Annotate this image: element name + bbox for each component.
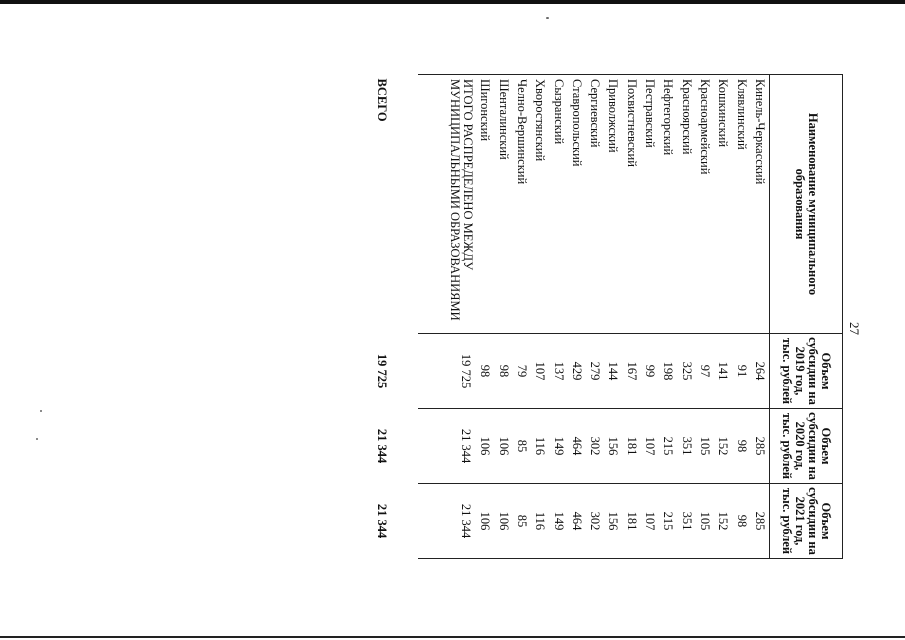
table-row bbox=[623, 75, 641, 559]
municipality-name: Кошкинский bbox=[714, 75, 732, 334]
municipality-name: Кинель-Черкасский bbox=[751, 75, 770, 334]
table-row bbox=[513, 75, 531, 559]
value-2020: 105 bbox=[696, 409, 714, 484]
municipality-name: Шигонский bbox=[476, 75, 494, 334]
spacer-row bbox=[392, 75, 418, 559]
table-body bbox=[372, 75, 769, 559]
value-2021: 107 bbox=[641, 484, 659, 559]
itog-2020: 21 344 bbox=[418, 409, 476, 484]
table-row bbox=[659, 75, 677, 559]
value-2020: 351 bbox=[678, 409, 696, 484]
value-2019: 79 bbox=[513, 334, 531, 409]
value-2019: 98 bbox=[495, 334, 513, 409]
value-2021: 351 bbox=[678, 484, 696, 559]
value-2019: 137 bbox=[549, 334, 567, 409]
value-2020: 152 bbox=[714, 409, 732, 484]
subsidy-table bbox=[372, 74, 843, 559]
value-2019: 198 bbox=[659, 334, 677, 409]
value-2020: 464 bbox=[568, 409, 586, 484]
value-2021: 152 bbox=[714, 484, 732, 559]
value-2021: 181 bbox=[623, 484, 641, 559]
header-name: Наименование муниципального образования bbox=[770, 75, 843, 334]
table-row bbox=[732, 75, 750, 559]
table-row bbox=[604, 75, 622, 559]
total-2020: 21 344 bbox=[375, 428, 390, 464]
table-row bbox=[495, 75, 513, 559]
header-2019: Объем субсидии на 2019 год, тыс. рублей bbox=[770, 334, 843, 409]
municipality-name: Пестравский bbox=[641, 75, 659, 334]
municipality-name: Клявлинский bbox=[732, 75, 750, 334]
value-2021: 464 bbox=[568, 484, 586, 559]
value-2020: 181 bbox=[623, 409, 641, 484]
table-row bbox=[678, 75, 696, 559]
value-2019: 99 bbox=[641, 334, 659, 409]
municipality-name: Ставропольский bbox=[568, 75, 586, 334]
value-2021: 98 bbox=[732, 484, 750, 559]
value-2019: 97 bbox=[696, 334, 714, 409]
value-2021: 85 bbox=[513, 484, 531, 559]
value-2021: 106 bbox=[476, 484, 494, 559]
municipality-name: Красноярский bbox=[678, 75, 696, 334]
value-2021: 285 bbox=[751, 484, 770, 559]
table-row bbox=[586, 75, 604, 559]
value-2019: 429 bbox=[568, 334, 586, 409]
itog-2019: 19 725 bbox=[418, 334, 476, 409]
table-row bbox=[714, 75, 732, 559]
value-2019: 264 bbox=[751, 334, 770, 409]
itog-row bbox=[418, 75, 476, 559]
municipality-name: Хворостянский bbox=[531, 75, 549, 334]
municipality-name: Шенталинский bbox=[495, 75, 513, 334]
table-row bbox=[751, 75, 770, 559]
municipality-name: Нефтегорский bbox=[659, 75, 677, 334]
value-2021: 302 bbox=[586, 484, 604, 559]
header-2020: Объем субсидии на 2020 год, тыс. рублей bbox=[770, 409, 843, 484]
value-2021: 215 bbox=[659, 484, 677, 559]
municipality-name: Похвистневский bbox=[623, 75, 641, 334]
value-2021: 106 bbox=[495, 484, 513, 559]
table-header-row bbox=[770, 75, 843, 559]
value-2019: 279 bbox=[586, 334, 604, 409]
value-2020: 116 bbox=[531, 409, 549, 484]
itog-name: ИТОГО РАСПРЕДЕЛЕНО МЕЖДУ МУНИЦИПАЛЬНЫМИ ОБРАЗОВАНИЯМИ bbox=[418, 75, 476, 334]
value-2019: 325 bbox=[678, 334, 696, 409]
value-2020: 149 bbox=[549, 409, 567, 484]
municipality-name: Сызранский bbox=[549, 75, 567, 334]
value-2021: 116 bbox=[531, 484, 549, 559]
value-2020: 98 bbox=[732, 409, 750, 484]
municipality-name: Приволжский bbox=[604, 75, 622, 334]
municipality-name: Челно-Вершинский bbox=[513, 75, 531, 334]
total-row bbox=[372, 75, 392, 559]
total-name: ВСЕГО bbox=[375, 78, 390, 122]
table-row bbox=[476, 75, 494, 559]
value-2020: 302 bbox=[586, 409, 604, 484]
municipality-name: Сергиевский bbox=[586, 75, 604, 334]
value-2019: 91 bbox=[732, 334, 750, 409]
value-2021: 105 bbox=[696, 484, 714, 559]
value-2019: 167 bbox=[623, 334, 641, 409]
value-2020: 106 bbox=[476, 409, 494, 484]
total-2021: 21 344 bbox=[375, 503, 390, 539]
table-row bbox=[531, 75, 549, 559]
header-2021: Объем субсидии на 2021 год, тыс. рублей bbox=[770, 484, 843, 559]
value-2020: 106 bbox=[495, 409, 513, 484]
value-2021: 149 bbox=[549, 484, 567, 559]
value-2019: 98 bbox=[476, 334, 494, 409]
table-row bbox=[568, 75, 586, 559]
table-row bbox=[641, 75, 659, 559]
value-2021: 156 bbox=[604, 484, 622, 559]
value-2019: 141 bbox=[714, 334, 732, 409]
value-2019: 107 bbox=[531, 334, 549, 409]
page-number: 27 bbox=[847, 322, 862, 335]
value-2020: 107 bbox=[641, 409, 659, 484]
value-2020: 215 bbox=[659, 409, 677, 484]
itog-2021: 21 344 bbox=[418, 484, 476, 559]
value-2020: 156 bbox=[604, 409, 622, 484]
total-2019: 19 725 bbox=[375, 353, 390, 389]
value-2020: 285 bbox=[751, 409, 770, 484]
table-row bbox=[696, 75, 714, 559]
municipality-name: Красноармейский bbox=[696, 75, 714, 334]
value-2019: 144 bbox=[604, 334, 622, 409]
value-2020: 85 bbox=[513, 409, 531, 484]
table-row bbox=[549, 75, 567, 559]
